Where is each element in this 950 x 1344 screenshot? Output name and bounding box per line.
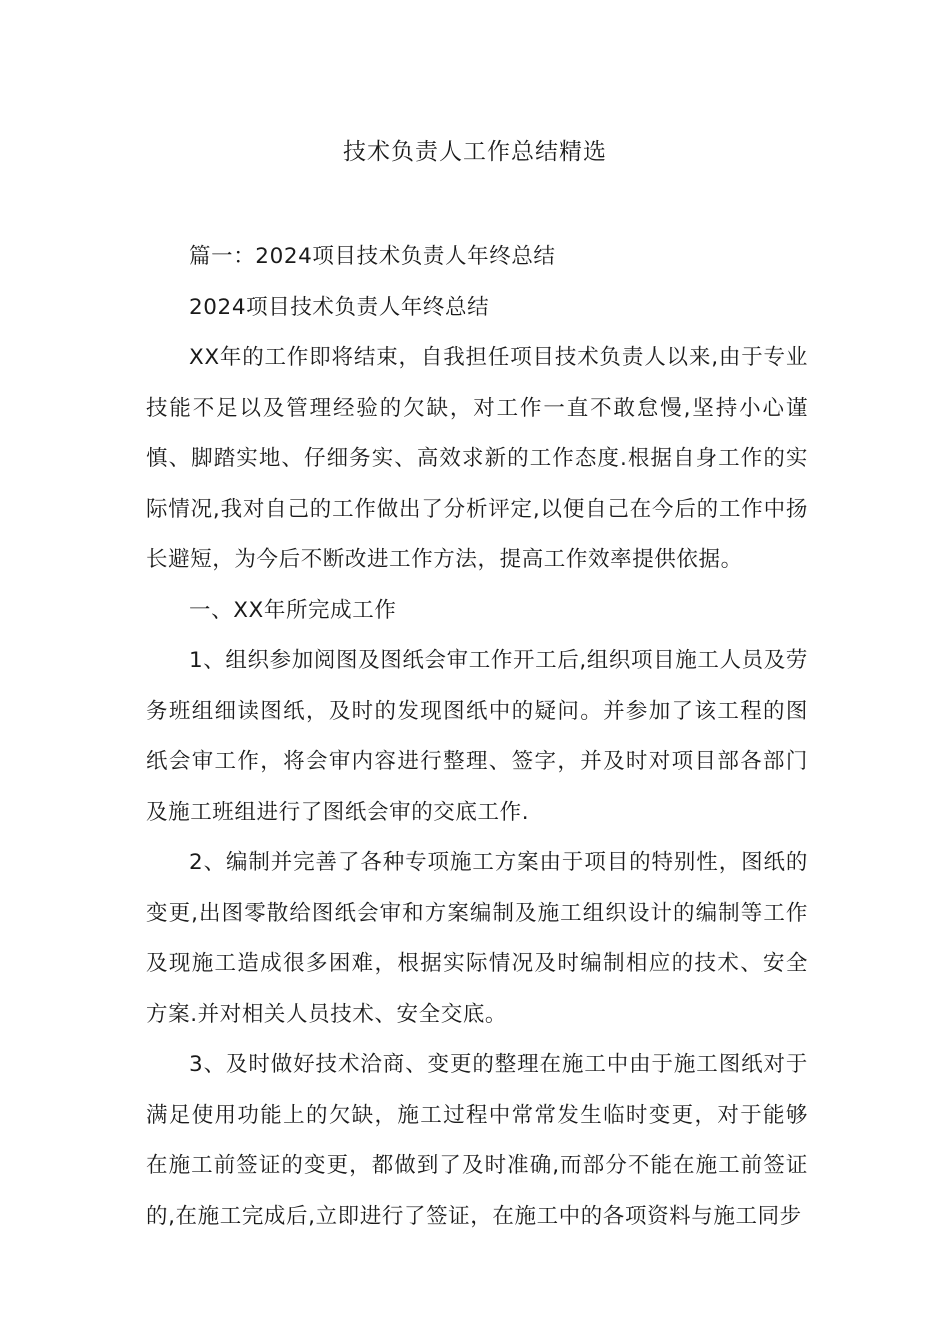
- paragraph: 2、编制并完善了各种专项施工方案由于项目的特别性，图纸的变更,出图零散给图纸会审和方案编制及施工组织设计的编制等工作及现施工造成很多困难，根据实际情况及时编制相应的技术、安全方案.并对相关人员技术、安全交底。: [146, 850, 808, 1027]
- section-heading: 一、XX年所完成工作: [189, 597, 397, 623]
- paragraph: XX年的工作即将结束，自我担任项目技术负责人以来,由于专业技能不足以及管理经验的欠缺，对工作一直不敢怠慢,坚持小心谨慎、脚踏实地、仔细务实、高效求新的工作态度.根据自身工作的实际情况,我对自己的工作做出了分析评定,以便自己在今后的工作中扬长避短，为今后不断改进工作方法，提高工作效率提供依据。: [146, 345, 808, 572]
- paragraph: 1、组织参加阅图及图纸会审工作开工后,组织项目施工人员及劳务班组细读图纸，及时的发现图纸中的疑问。并参加了该工程的图纸会审工作，将会审内容进行整理、签字，并及时对项目部各部门及施工班组进行了图纸会审的交底工作.: [146, 648, 808, 825]
- document-body: [146, 232, 808, 1242]
- paragraph: 3、及时做好技术洽商、变更的整理在施工中由于施工图纸对于满足使用功能上的欠缺，施工过程中常常发生临时变更，对于能够在施工前签证的变更，都做到了及时准确,而部分不能在施工前签证的,在施工完成后,立即进行了签证，在施工中的各项资料与施工同步: [146, 1052, 808, 1229]
- sub-heading: 2024项目技术负责人年终总结: [189, 294, 490, 320]
- section-heading: 篇一：2024项目技术负责人年终总结: [189, 244, 556, 269]
- document-title: 技术负责人工作总结精选: [343, 139, 607, 165]
